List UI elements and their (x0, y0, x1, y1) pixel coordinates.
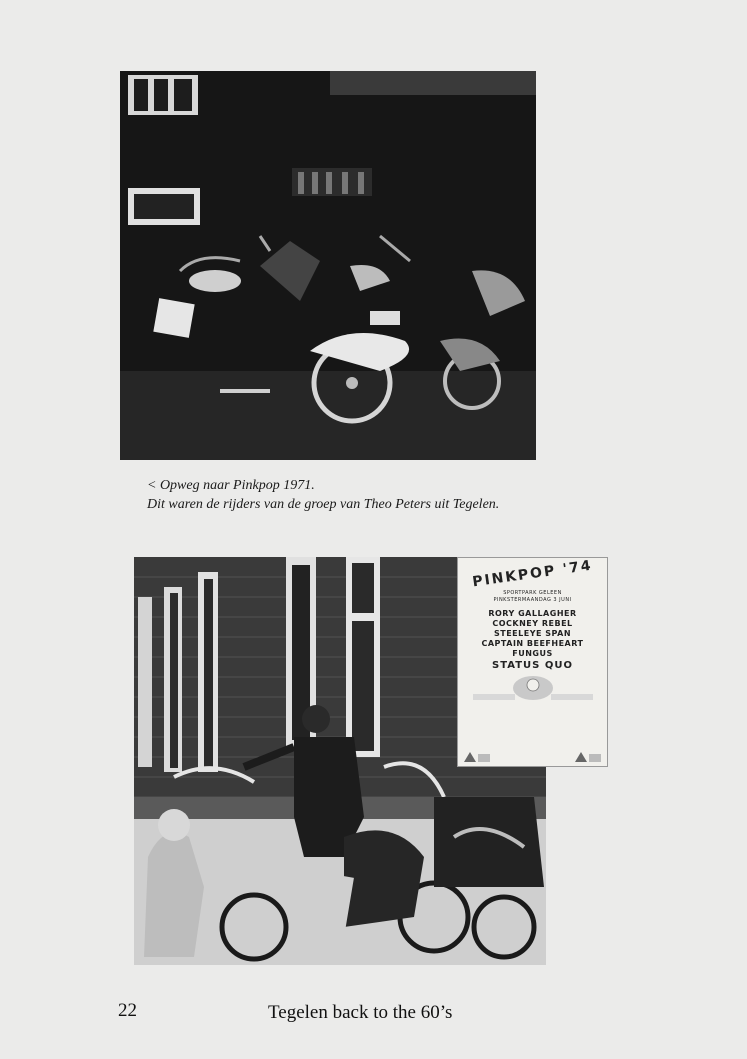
photo-motorcycles (120, 71, 536, 460)
poster-illustration (473, 674, 593, 702)
poster-title: PINKPOP '74 (471, 557, 594, 591)
poster-band: RORY GALLAGHER (488, 609, 577, 618)
caption-line-2: Dit waren de rijders van de groep van Theo Peters uit Tegelen. (147, 497, 500, 512)
poster-band: STEELEYE SPAN (493, 629, 572, 638)
poster-band: COCKNEY REBEL (492, 619, 573, 628)
sponsor-logo-icon (573, 750, 603, 764)
page-footer-title: Tegelen back to the 60’s (268, 1002, 453, 1023)
sponsor-logo-icon (462, 750, 492, 764)
poster-band: FUNGUS (512, 649, 553, 658)
poster-band: CAPTAIN BEEFHEART (481, 639, 584, 648)
poster-lineup (458, 609, 607, 659)
poster-sponsor-logos (458, 750, 607, 764)
poster-headliner: STATUS QUO (492, 660, 573, 671)
pinkpop-poster (457, 557, 608, 767)
poster-location: SPORTPARK GELEEN (503, 590, 562, 596)
caption-line-1: < Opweg naar Pinkpop 1971. (147, 478, 315, 493)
photo-motorcycles-image (120, 71, 536, 460)
photo-caption (147, 476, 617, 514)
poster-date: PINKSTERMAANDAG 3 JUNI (493, 597, 572, 603)
page-number: 22 (118, 1000, 137, 1021)
